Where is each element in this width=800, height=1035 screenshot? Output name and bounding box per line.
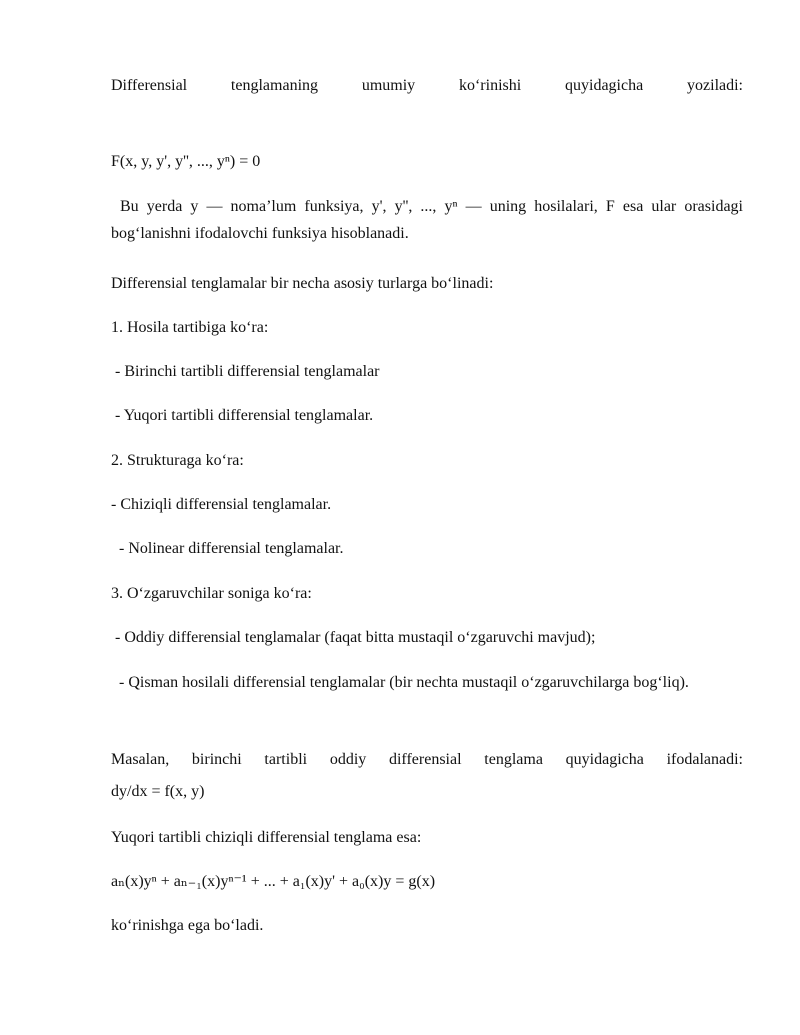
explanation-paragraph: Bu yerda y — noma’lum funksiya, y', y'', ..., yⁿ — uning hosilalari, F esa ular orasidagi bog‘lanishni ifodalovchi funksiya hisoblanadi. <box>111 198 743 242</box>
list-item-2b: - Nolinear differensial tenglamalar. <box>119 540 344 557</box>
heading-3: 3. O‘zgaruvchilar soniga ko‘ra: <box>111 585 312 602</box>
list-item-1a: - Birinchi tartibli differensial tenglamalar <box>115 363 380 380</box>
types-intro: Differensial tenglamalar bir necha asosiy turlarga bo‘linadi: <box>111 275 494 292</box>
heading-2: 2. Strukturaga ko‘ra: <box>111 452 244 469</box>
list-item-3a: - Oddiy differensial tenglamalar (faqat bitta mustaqil o‘zgaruvchi mavjud); <box>115 629 596 646</box>
heading-1: 1. Hosila tartibiga ko‘ra: <box>111 319 269 336</box>
list-item-3b: - Qisman hosilali differensial tenglamalar (bir nechta mustaqil o‘zgaruvchilarga bog‘liq). <box>119 674 689 691</box>
list-item-2a: - Chiziqli differensial tenglamalar. <box>111 496 332 513</box>
example-formula: dy/dx = f(x, y) <box>111 783 205 800</box>
list-item-1b: - Yuqori tartibli differensial tenglamalar. <box>115 407 374 424</box>
closing-line: ko‘rinishga ega bo‘ladi. <box>111 917 264 934</box>
higher-order-formula: aₙ(x)yⁿ + aₙ₋₁(x)yⁿ⁻¹ + ... + a₁(x)y' + a₀(x)y = g(x) <box>111 873 436 890</box>
higher-order-intro: Yuqori tartibli chiziqli differensial tenglama esa: <box>111 829 422 846</box>
general-formula: F(x, y, y', y'', ..., yⁿ) = 0 <box>111 153 261 170</box>
example-paragraph: Masalan, birinchi tartibli oddiy differensial tenglama quyidagicha ifodalanadi: <box>111 751 743 768</box>
intro-paragraph: Differensial tenglamaning umumiy ko‘rinishi quyidagicha yoziladi: <box>111 77 743 94</box>
